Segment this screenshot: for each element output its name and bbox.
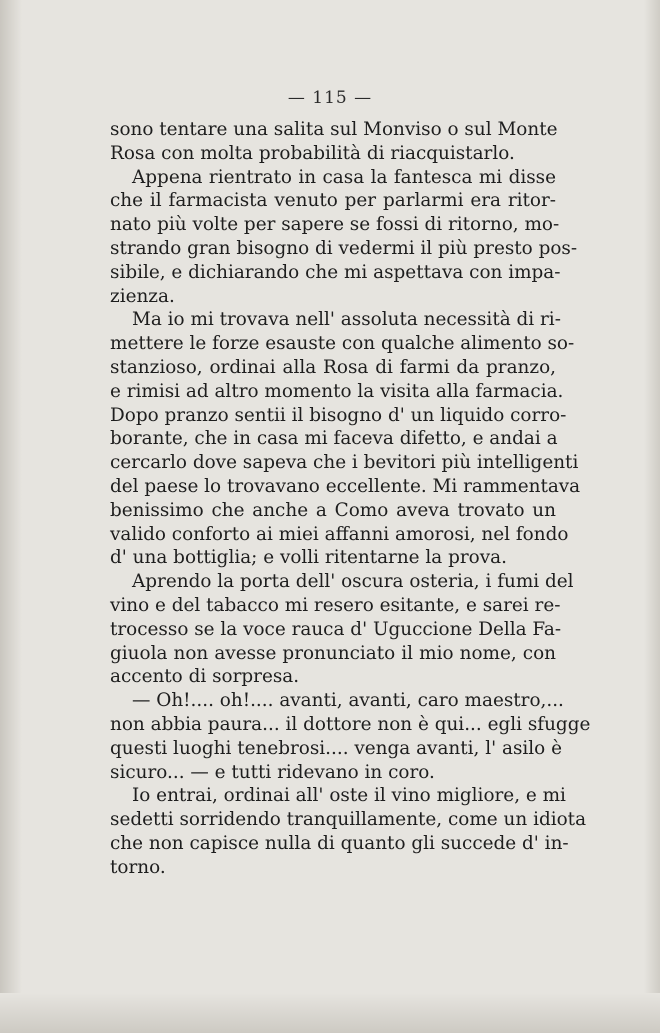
text-line: mettere le forze esauste con qualche alimento so- [110,333,575,355]
text-line: che non capisce nulla di quanto gli succede d' in- [110,832,569,854]
text-line: trocesso se la voce rauca d' Uguccione Della Fa- [110,618,562,640]
page-number: — 115 — [287,88,373,108]
text-line: questi luoghi tenebrosi.... venga avanti, l' asilo è [110,737,562,759]
text-line: stanzioso, ordinai alla Rosa di farmi da pranzo, [110,356,556,378]
text-line: non abbia paura... il dottore non è qui... egli sfugge [110,713,591,735]
text-line: Io entrai, ordinai all' oste il vino migliore, e mi [132,785,566,807]
text-line: benissimo che anche a Como aveva trovato un [110,499,556,521]
body-text [110,118,591,880]
page-shadow-bottom [0,993,660,1033]
text-line: valido conforto ai miei affanni amorosi, nel fondo [110,523,569,545]
text-line: Dopo pranzo sentii il bisogno d' un liquido corro- [110,404,567,426]
page-shadow-right [644,0,660,1033]
text-line: nato più volte per sapere se fossi di ritorno, mo- [110,214,560,236]
text-line: strando gran bisogno di vedermi il più presto pos- [110,237,578,259]
text-line: zienza. [110,285,175,307]
text-line: accento di sorpresa. [110,666,300,688]
text-line: Aprendo la porta dell' oscura osteria, i fumi del [132,571,574,593]
text-line: sedetti sorridendo tranquillamente, come un idiota [110,809,587,831]
text-line: sibile, e dichiarando che mi aspettava con impa- [110,261,561,283]
text-line: d' una bottiglia; e volli ritentarne la prova. [110,547,507,569]
text-line: Rosa con molta probabilità di riacquistarlo. [110,142,515,164]
text-line: sono tentare una salita sul Monviso o sul Monte [110,119,558,140]
text-line: sicuro... — e tutti ridevano in coro. [110,761,435,783]
text-line: giuola non avesse pronunciato il mio nome, con [110,642,556,664]
text-line: e rimisi ad altro momento la visita alla farmacia. [110,380,564,402]
text-line: — Oh!.... oh!.... avanti, avanti, caro maestro,... [132,690,564,712]
text-line: Ma io mi trovava nell' assoluta necessità di ri- [132,309,561,331]
text-line: Appena rientrato in casa la fantesca mi disse [132,166,556,188]
text-line: borante, che in casa mi faceva difetto, e andai a [110,428,558,450]
page-shadow-left [0,0,22,1033]
text-line: che il farmacista venuto per parlarmi era ritor- [110,190,556,212]
text-line: cercarlo dove sapeva che i bevitori più intelligenti [110,452,579,474]
text-line: torno. [110,856,166,878]
text-line: vino e del tabacco mi resero esitante, e sarei re- [110,594,561,616]
text-line: del paese lo trovavano eccellente. Mi rammentava [110,475,581,497]
